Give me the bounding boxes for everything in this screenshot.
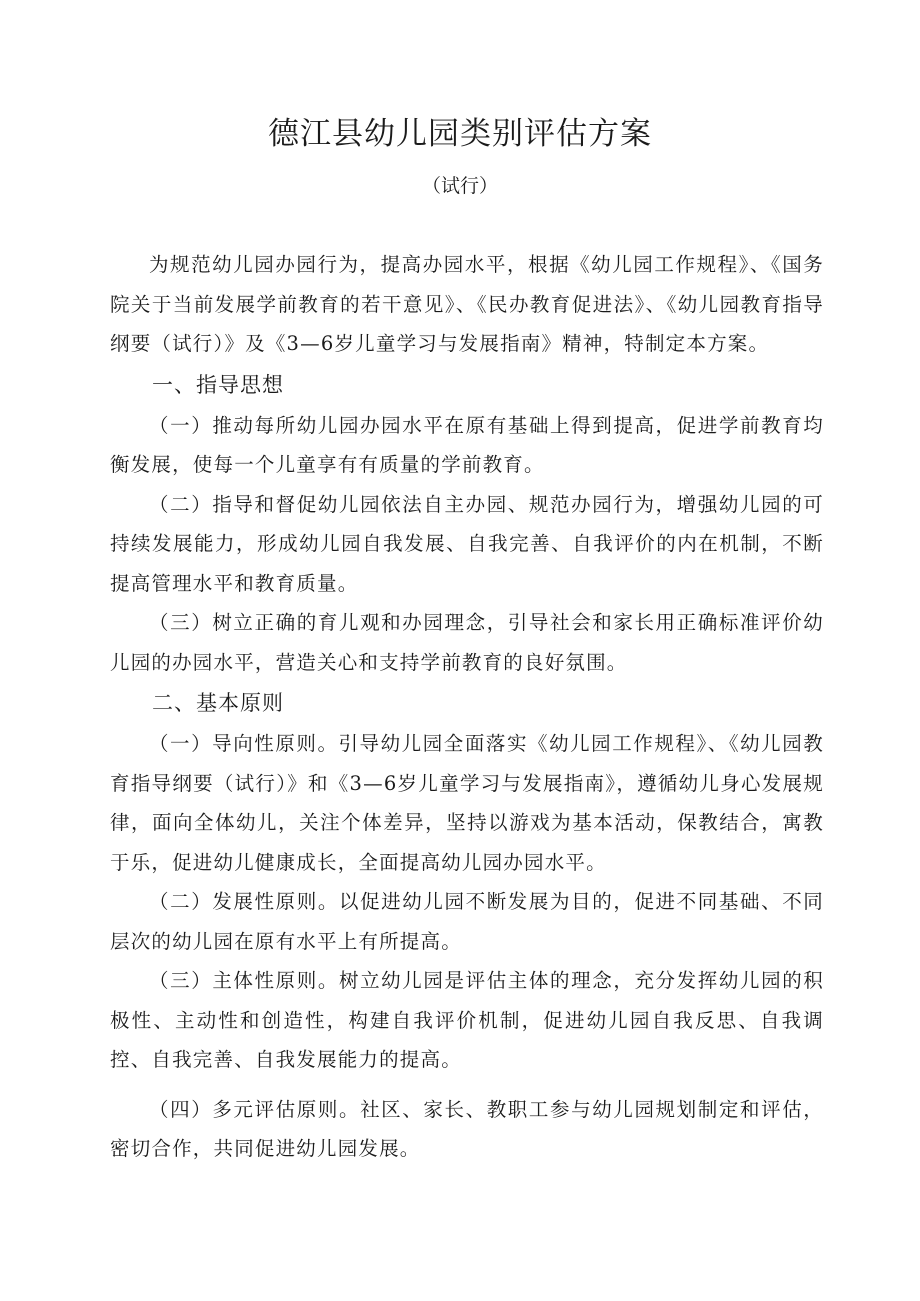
- document-body: [110, 245, 824, 1169]
- document-subtitle: （试行）: [421, 175, 498, 197]
- document-title: 德江县幼儿园类别评估方案: [268, 116, 652, 152]
- section-paragraph: （四）多元评估原则。社区、家长、教职工参与幼儿园规划制定和评估，密切合作，共同促进幼儿园发展。: [110, 1097, 824, 1160]
- section-heading: 一、指导思想: [152, 372, 284, 397]
- section-paragraph: （一）推动每所幼儿园办园水平在原有基础上得到提高，促进学前教育均衡发展，使每一个儿童享有有质量的学前教育。: [110, 413, 824, 476]
- section-paragraph: （三）树立正确的育儿观和办园理念，引导社会和家长用正确标准评价幼儿园的办园水平，营造关心和支持学前教育的良好氛围。: [110, 611, 824, 674]
- section-basic-principles: [110, 682, 824, 1169]
- section-paragraph: （二）发展性原则。以促进幼儿园不断发展为目的，促进不同基础、不同层次的幼儿园在原有水平上有所提高。: [110, 890, 824, 953]
- section-guiding-ideology: [110, 364, 824, 683]
- section-paragraph: （三）主体性原则。树立幼儿园是评估主体的理念，充分发挥幼儿园的积极性、主动性和创造性，构建自我评价机制，促进幼儿园自我反思、自我调控、自我完善、自我发展能力的提高。: [110, 969, 824, 1071]
- section-paragraph: （二）指导和督促幼儿园依法自主办园、规范办园行为，增强幼儿园的可持续发展能力，形成幼儿园自我发展、自我完善、自我评价的内在机制，不断提高管理水平和教育质量。: [110, 492, 824, 595]
- section-heading: 二、基本原则: [152, 691, 284, 715]
- intro-paragraph: 为规范幼儿园办园行为，提高办园水平，根据《幼儿园工作规程》、《国务院关于当前发展学前教育的若干意见》、《民办教育促进法》、《幼儿园教育指导纲要（试行）》及《3—6岁儿童学习与发展指南》精神，特制定本方案。: [110, 253, 824, 355]
- section-paragraph: （一）导向性原则。引导幼儿园全面落实《幼儿园工作规程》、《幼儿园教育指导纲要（试行）》和《3—6岁儿童学习与发展指南》，遵循幼儿身心发展规律，面向全体幼儿，关注个体差异，坚持以游戏为基本活动，保教结合，寓教于乐，促进幼儿健康成长，全面提高幼儿园办园水平。: [110, 732, 824, 874]
